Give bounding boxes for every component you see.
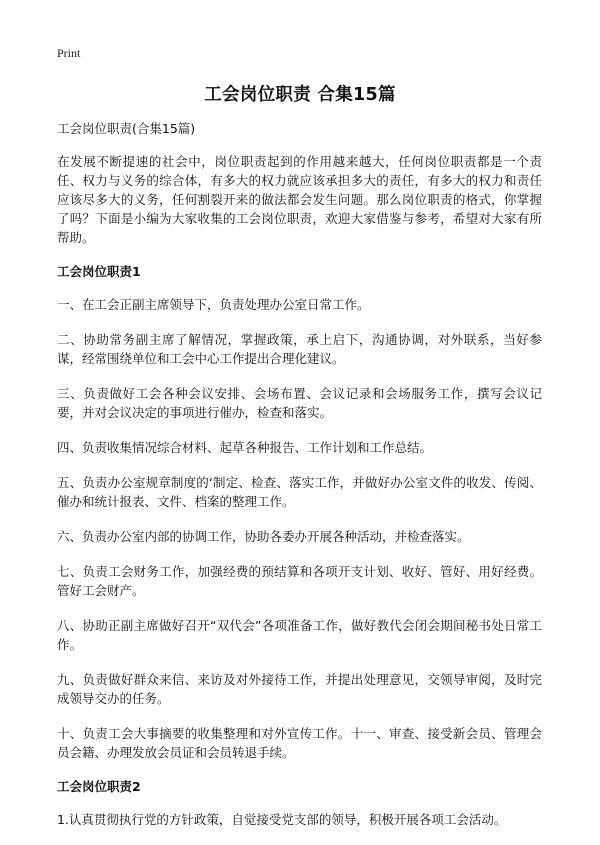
duty-item: 十、负责工会大事摘要的收集整理和对外宣传工作。十一、审查、接受新会员、管理会员会籍、办理发放会员证和会员转退手续。 — [57, 726, 542, 760]
duty-item: 四、负责收集情况综合材料、起草各种报告、工作计划和工作总结。 — [57, 440, 433, 455]
duty-item: 六、负责办公室内部的协调工作，协助各委办开展各种活动，并检查落实。 — [57, 529, 470, 544]
duty-item: 七、负责工会财务工作，加强经费的预结算和各项开支计划、收好、管好、用好经费。管好工会财产。 — [57, 564, 542, 598]
duty-item: 一、在工会正副主席领导下，负责处理办公室日常工作。 — [57, 297, 370, 312]
section-heading-2: 工会岗位职责2 — [57, 779, 141, 794]
intro-paragraph: 在发展不断提速的社会中，岗位职责起到的作用越来越大，任何岗位职责都是一个责任、权力与义务的综合体，有多大的权力就应该承担多大的责任，有多大的权力和责任应该尽多大的义务，任何割裂开来的做法都会发生问题。那么岗位职责的格式，你掌握了吗？下面是小编为大家收集的工会岗位职责，欢迎大家借鉴与参考，希望对大家有所帮助。 — [57, 154, 542, 245]
section-2 — [57, 778, 542, 829]
duty-item: 五、负责办公室规章制度的‘制定、检查、落实工作，并做好办公室文件的收发、传阅、催办和统计报表、文件、档案的整理工作。 — [57, 475, 542, 509]
print-label: Print — [57, 46, 81, 60]
duty-item: 二、协助常务副主席了解情况，掌握政策，承上启下，沟通协调，对外联系，当好参谋，经常围绕单位和工会中心工作提出合理化建议。 — [57, 332, 542, 366]
section-1 — [57, 263, 542, 762]
duty-item: 九、负责做好群众来信、来访及对外接待工作，并提出处理意见，交领导审阅，及时完成领导交办的任务。 — [57, 672, 542, 706]
duty-item: 1.认真贯彻执行党的方针政策，自觉接受党支部的领导，积极开展各项工会活动。 — [57, 812, 507, 827]
duty-item: 三、负责做好工会各种会议安排、会场布置、会议记录和会场服务工作，撰写会议记要，并对会议决定的事项进行催办，检查和落实。 — [57, 386, 542, 420]
section-heading-1: 工会岗位职责1 — [57, 264, 141, 279]
page-title: 工会岗位职责 合集15篇 — [204, 85, 396, 105]
duty-item: 八、协助正副主席做好召开“双代会”各项准备工作，做好教代会闭会期间秘书处日常工作。 — [57, 618, 542, 652]
document-body — [57, 120, 542, 845]
document-subtitle: 工会岗位职责(合集15篇) — [57, 121, 196, 136]
